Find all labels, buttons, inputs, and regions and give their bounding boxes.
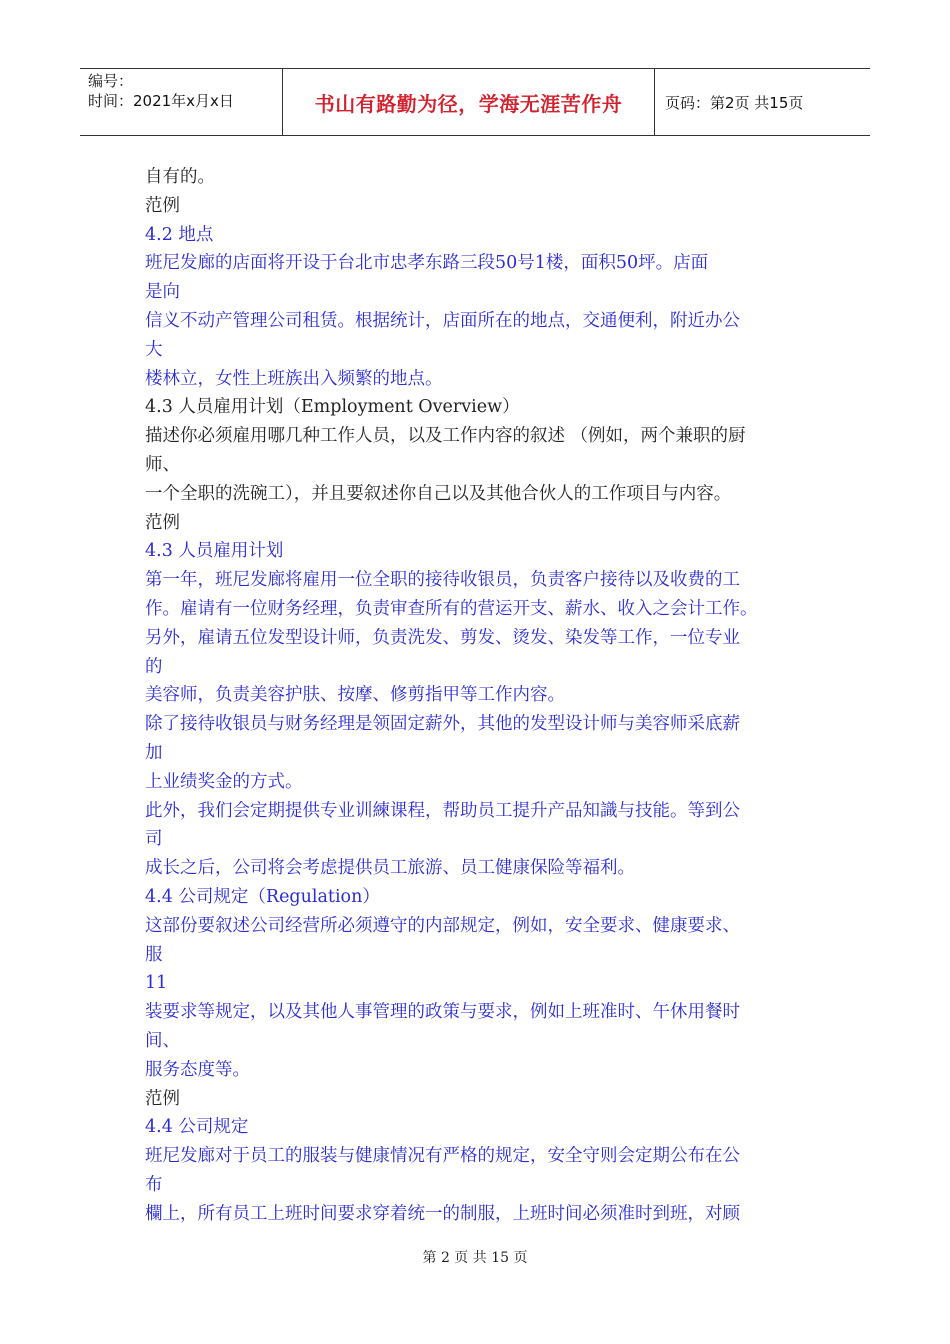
motto-text: 书山有路勤为径，学海无涯苦作舟: [314, 91, 623, 116]
text-line: 上业绩奖金的方式。: [145, 771, 303, 792]
time-label: 时间：2021年x月x日: [88, 92, 234, 110]
text-line: 范例: [145, 1088, 180, 1109]
text-line: 4.3 人员雇用计划（Employment Overview）: [145, 397, 520, 418]
text-line: 班尼发廊的店面将开设于台北市忠孝东路三段50号1楼，面积50坪。店面: [145, 253, 709, 274]
text-line: 第一年，班尼发廊将雇用一位全职的接待收银员，负责客户接待以及收费的工: [145, 570, 740, 591]
text-line: 间、: [145, 1030, 180, 1051]
text-line: 范例: [145, 195, 180, 216]
header-meta: [80, 69, 282, 135]
number-label: 编号：: [88, 72, 134, 90]
text-line: 大: [145, 339, 163, 360]
text-line: 的: [145, 656, 163, 677]
text-line: 自有的。: [145, 167, 215, 187]
text-line: 师、: [145, 454, 180, 475]
text-line: 司: [145, 829, 163, 850]
page-header: [80, 68, 870, 136]
text-line: 4.4 公司规定: [145, 1117, 249, 1138]
text-line: 班尼发廊对于员工的服装与健康情况有严格的规定，安全守则会定期公布在公: [145, 1146, 740, 1167]
text-line: 成长之后，公司将会考虑提供员工旅游、员工健康保险等福利。: [145, 858, 635, 879]
text-line: 加: [145, 742, 163, 763]
document-body: [145, 163, 805, 1228]
text-line: 另外，雇请五位发型设计师，负责洗发、剪发、烫发、染发等工作，一位专业: [145, 627, 740, 648]
text-line: 信义不动产管理公司租赁。根据统计，店面所在的地点，交通便利，附近办公: [145, 310, 740, 331]
text-line: 此外，我们会定期提供专业训練课程，帮助员工提升产品知識与技能。等到公: [145, 800, 740, 821]
text-line: 作。雇请有一位财务经理，负责审查所有的营运开支、薪水、收入之会计工作。: [145, 598, 758, 619]
text-line: 4.3 人员雇用计划: [145, 541, 284, 562]
text-line: 服务态度等。: [145, 1059, 250, 1080]
text-line: 装要求等规定，以及其他人事管理的政策与要求，例如上班准时、午休用餐时: [145, 1002, 740, 1023]
text-line: 这部份要叙述公司经营所必须遵守的内部规定，例如，安全要求、健康要求、: [145, 915, 740, 936]
text-line: 除了接待收银员与财务经理是领固定薪外，其他的发型设计师与美容师采底薪: [145, 714, 740, 735]
text-line: 楼林立，女性上班族出入频繁的地点。: [145, 368, 443, 389]
text-line: 11: [145, 973, 168, 994]
header-motto-cell: [282, 69, 655, 135]
page-footer: 第 2 页 共 15 页: [422, 1250, 528, 1266]
header-page-info: [655, 69, 870, 135]
text-line: 美容师，负责美容护肤、按摩、修剪指甲等工作内容。: [145, 685, 565, 706]
text-line: 服: [145, 944, 163, 965]
text-line: 是向: [145, 282, 180, 303]
text-line: 布: [145, 1174, 163, 1195]
text-line: 范例: [145, 512, 180, 533]
page-info-text: 页码：第2页 共15页: [665, 93, 804, 112]
text-line: 描述你必须雇用哪几种工作人员，以及工作内容的叙述 （例如，两个兼职的厨: [145, 426, 746, 447]
text-line: 欄上，所有员工上班时间要求穿着统一的制服，上班时间必须准时到班，对顾: [145, 1203, 740, 1224]
text-line: 4.4 公司规定（Regulation）: [145, 886, 380, 907]
text-line: 4.2 地点: [145, 224, 214, 245]
text-line: 一个全职的洗碗工），并且要叙述你自己以及其他合伙人的工作项目与内容。: [145, 483, 732, 504]
